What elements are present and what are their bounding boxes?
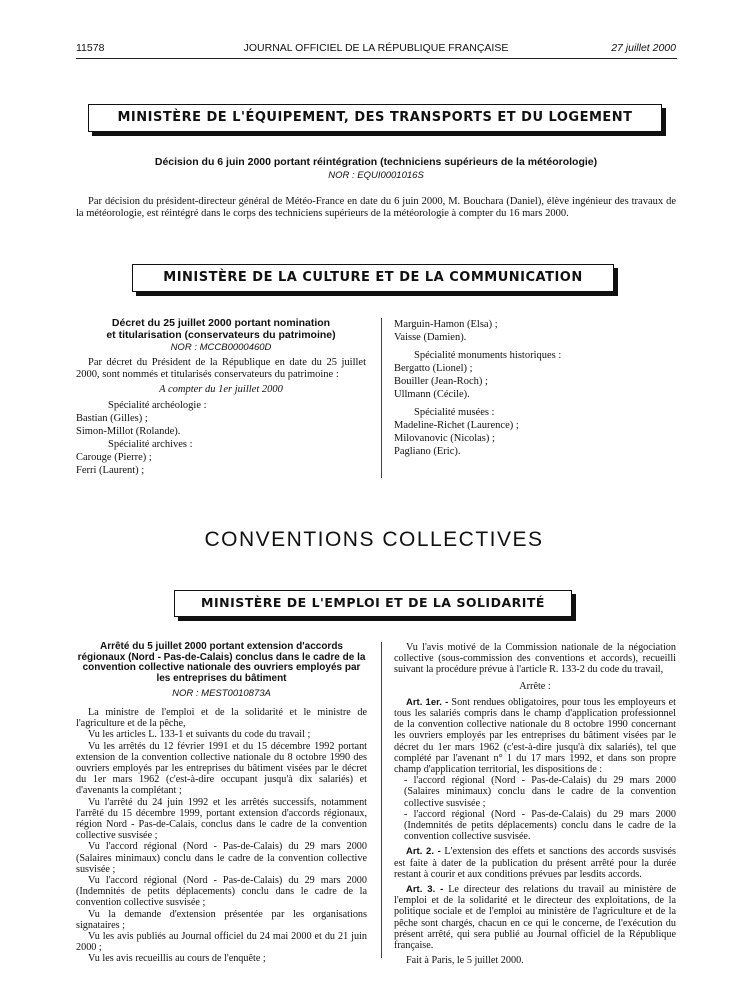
visa-paragraph: Vu l'avis motivé de la Commission nationale de la négociation collective (sous-commission des conventions et accords), recueilli suivant la procédure prévue à l'article R. 133-2 du code du travail, (394, 642, 676, 676)
article-1-item: - l'accord régional (Nord - Pas-de-Calais) du 29 mars 2000 (Indemnités de petits déplacements) conclu dans le cadre de la convention collective susvisée. (404, 808, 676, 843)
column-divider (381, 642, 382, 958)
arrete-title: Arrêté du 5 juillet 2000 portant extension d'accords régionaux (Nord - Pas-de-Calais) conclus dans le cadre de la convention collective nationale des ouvriers employés par les entreprises du bâtiment (77, 641, 366, 684)
page-number: 11578 (76, 42, 105, 54)
visa-paragraph: La ministre de l'emploi et de la solidarité et le ministre de l'agriculture et de la pêche, (76, 707, 367, 730)
list-item: Marguin-Hamon (Elsa) ; (394, 319, 498, 330)
list-item: Vaisse (Damien). (394, 332, 467, 343)
list-item: Spécialité archéologie : (108, 400, 207, 411)
list-item: Carouge (Pierre) ; (76, 452, 152, 463)
list-item: Ferri (Laurent) ; (76, 465, 145, 476)
signature-line: Fait à Paris, le 5 juillet 2000. (406, 955, 524, 967)
conventions-heading: CONVENTIONS COLLECTIVES (204, 528, 544, 551)
list-item: Spécialité archives : (108, 439, 193, 450)
ministry-heading: MINISTÈRE DE LA CULTURE ET DE LA COMMUNICATION (163, 270, 583, 285)
arrete-column-right (394, 642, 676, 966)
ministry-box-culture (132, 264, 614, 292)
decision-title: Décision du 6 juin 2000 portant réintégration (techniciens supérieurs de la météorologie) (154, 156, 598, 168)
decret-date-line: A compter du 1er juillet 2000 (159, 384, 283, 395)
decision-body: Par décision du président-directeur général de Météo-France en date du 6 juin 2000, M. Bouchara (Daniel), élève ingénieur des travaux de la météorologie, est réintégré dans le corps des techniciens supérieurs de la météorologie à compter du 16 mars 2000. (76, 196, 676, 219)
page-header (76, 42, 676, 56)
visa-paragraph: Vu les avis publiés au Journal officiel du 24 mai 2000 et du 21 juin 2000 ; (76, 931, 367, 954)
article-1-item: - l'accord régional (Nord - Pas-de-Calais) du 29 mars 2000 (Salaires minimaux) conclu dans le cadre de la convention collective susvisée ; (404, 775, 676, 809)
visa-paragraph: Vu la demande d'extension présentée par les organisations signataires ; (76, 908, 367, 931)
visa-paragraph: Vu les arrêtés du 12 février 1991 et du 15 décembre 1992 portant extension de la convention collective nationale du 8 octobre 1990 des ouvriers employés par les entreprises du bâtiment visées par le décret du 1er mars 1962 (c'est-à-dire occupant jusqu'à dix salariés) et d'avenants la complétant ; (76, 740, 367, 797)
article-label: Art. 2. - (406, 846, 441, 858)
article-label: Art. 1er. - (406, 696, 449, 708)
list-item: Ullmann (Cécile). (394, 389, 470, 400)
list-item: Spécialité monuments historiques : (414, 350, 562, 361)
list-item: Simon-Millot (Rolande). (76, 426, 181, 437)
article-3: Art. 3. - Le directeur des relations du travail au ministère de l'emploi et de la solidarité et le directeur des exploitations, de la politique sociale et de l'emploi au ministère de l'agriculture et de la pêche sont chargés, chacun en ce qui le concerne, de l'exécution du présent arrêté, qui sera publié au Journal officiel de la République française. (394, 884, 676, 952)
article-1: Art. 1er. - Sont rendues obligatoires, pour tous les employeurs et tous les salariés compris dans le champ d'application professionnel de la convention collective nationale du 8 octobre 1990 concernant les ouvriers employés par les entreprises du bâtiment visées par le décret du 1er mars 1962 (c'est-à-dire jusqu'à dix salariés), tel que complété par l'avenant n° 1 du 17 mars 1992, et dans son propre champ d'application territorial, les dispositions de : (394, 696, 676, 776)
visa-paragraph: Vu l'accord régional (Nord - Pas-de-Calais) du 29 mars 2000 (Salaires minimaux) conclu dans le cadre de la convention collective susvisée ; (76, 841, 367, 875)
appointee-list-left (76, 399, 366, 477)
arrete-nor: NOR : MEST0010873A (172, 688, 271, 699)
arrete-column-left (76, 642, 367, 965)
visas (76, 707, 367, 965)
visa-paragraph: Vu l'arrêté du 24 juin 1992 et les arrêtés successifs, notamment l'arrêté du 15 décembre 1999, portant extension d'accords régionaux, région Nord - Pas-de-Calais, conclus dans le cadre de la convention collective susvisée ; (76, 796, 367, 842)
ministry-box-emploi (174, 590, 572, 617)
ministry-heading: MINISTÈRE DE L'EMPLOI ET DE LA SOLIDARITÉ (201, 595, 545, 610)
journal-title: JOURNAL OFFICIEL DE LA RÉPUBLIQUE FRANÇAISE (243, 42, 509, 54)
appointee-list-right (394, 318, 684, 458)
article-2: Art. 2. - L'extension des effets et sanctions des accords susvisés est faite à dater de la publication du présent arrêté pour la durée restant à courir et aux conditions prévues par lesdits accords. (394, 846, 676, 880)
column-divider (381, 318, 382, 478)
article-label: Art. 3. - (406, 884, 444, 896)
ministry-box-equipement (88, 104, 662, 132)
visa-paragraph: Vu l'accord régional (Nord - Pas-de-Calais) du 29 mars 2000 (Indemnités de petits déplacements) conclu dans le cadre de la convention collective susvisée ; (76, 875, 367, 909)
list-item: Pagliano (Eric). (394, 446, 461, 457)
list-item: Madeline-Richet (Laurence) ; (394, 420, 519, 431)
list-item: Bastian (Gilles) ; (76, 413, 148, 424)
visa-paragraph: Vu les avis recueillis au cours de l'enquête ; (88, 953, 266, 965)
decision-nor: NOR : EQUI0001016S (328, 170, 424, 181)
list-item: Spécialité musées : (414, 407, 495, 418)
decret-nor: NOR : MCCB0000460D (170, 342, 272, 353)
visa-paragraph: Vu les articles L. 133-1 et suivants du code du travail ; (88, 729, 311, 741)
decret-column-left (76, 318, 366, 477)
list-item: Bergatto (Lionel) ; (394, 363, 473, 374)
header-rule (76, 58, 677, 59)
list-item: Milovanovic (Nicolas) ; (394, 433, 495, 444)
list-item: Bouiller (Jean-Roch) ; (394, 376, 488, 387)
issue-date: 27 juillet 2000 (611, 42, 676, 54)
arrete-word: Arrête : (519, 680, 551, 692)
decret-title: Décret du 25 juillet 2000 portant nomination et titularisation (conservateurs du patrimoine) (106, 317, 336, 341)
decret-intro: Par décret du Président de la République en date du 25 juillet 2000, sont nommés et titularisés conservateurs du patrimoine : (76, 357, 366, 380)
ministry-heading: MINISTÈRE DE L'ÉQUIPEMENT, DES TRANSPORTS ET DU LOGEMENT (117, 110, 633, 125)
